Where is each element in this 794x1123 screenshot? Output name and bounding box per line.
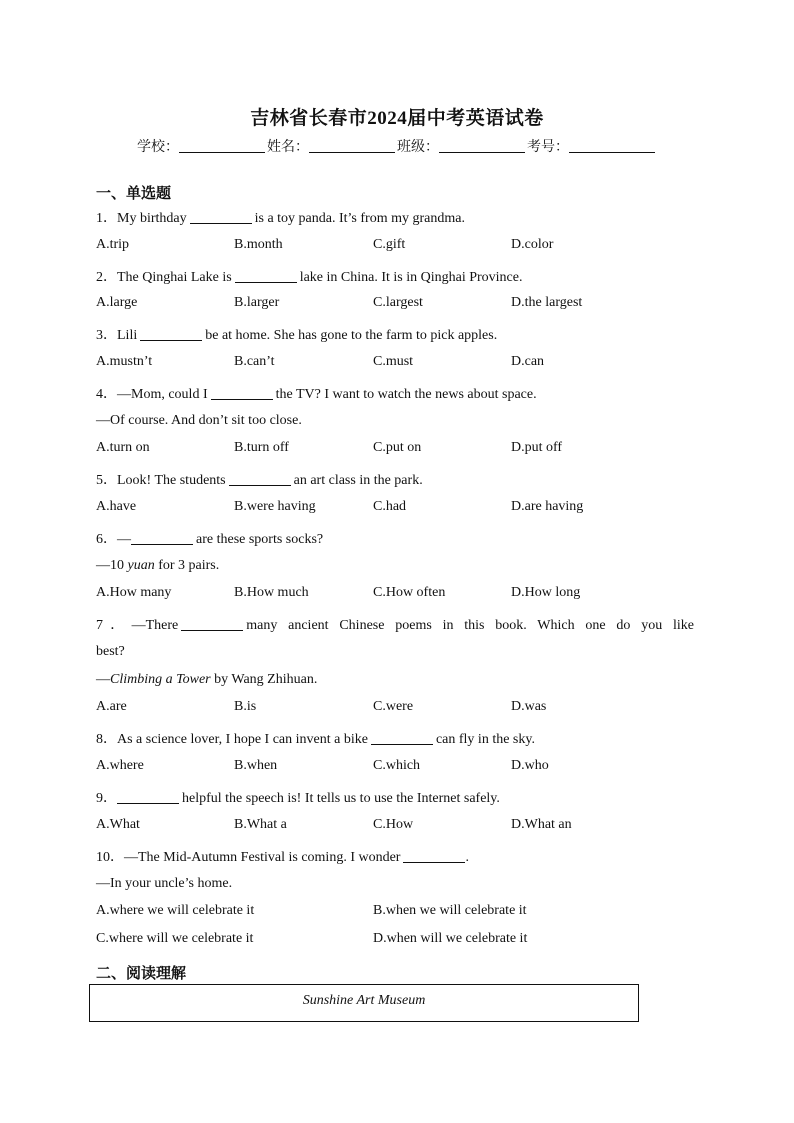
option-c: C.largest [373, 295, 423, 310]
question-text: 10．—The Mid-Autumn Festival is coming. I wonder [96, 850, 401, 865]
question-text: 5．Look! The students [96, 473, 226, 488]
option-a: A.where [96, 758, 144, 773]
question-text: helpful the speech is! It tells us to use the Internet safely. [182, 791, 500, 806]
option-c: C.How often [373, 585, 446, 600]
number-label: 考号： [527, 139, 569, 155]
option-a: A.are [96, 699, 127, 714]
response-italic: yuan [127, 558, 155, 573]
question-9 [96, 787, 500, 807]
response-italic: Climbing a Tower [110, 672, 211, 687]
option-c: C.gift [373, 237, 406, 252]
question-text: 4．—Mom, could I [96, 387, 208, 402]
question-4-response: —Of course. And don’t sit too close. [96, 413, 302, 428]
number-blank[interactable] [569, 138, 655, 153]
answer-blank [140, 327, 202, 341]
answer-blank [403, 849, 465, 863]
option-c: C.which [373, 758, 421, 773]
option-c: C.put on [373, 440, 422, 455]
question-5 [96, 469, 423, 489]
school-label: 学校： [137, 139, 179, 155]
question-text: be at home. She has gone to the farm to pick apples. [205, 328, 498, 343]
student-info-row [0, 136, 794, 156]
option-d: D.are having [511, 499, 584, 514]
question-2 [96, 266, 522, 286]
answer-blank [181, 617, 243, 631]
option-a: A.trip [96, 237, 130, 252]
option-d: D.color [511, 237, 554, 252]
option-d: D.the largest [511, 295, 583, 310]
question-text: 7．—There [96, 618, 179, 633]
name-label: 姓名： [267, 139, 309, 155]
question-text: 3．Lili [96, 328, 138, 343]
question-text: 1．My birthday [96, 211, 187, 226]
option-d: D.put off [511, 440, 563, 455]
option-b: B.can’t [234, 354, 275, 369]
question-10-response: —In your uncle’s home. [96, 876, 233, 891]
response-text: for 3 pairs. [154, 558, 220, 573]
option-b: B.were having [234, 499, 316, 514]
question-7-response [96, 672, 317, 688]
answer-blank [117, 790, 179, 804]
response-text: by Wang Zhihuan. [210, 672, 318, 687]
question-8 [96, 728, 535, 748]
section-heading-single-choice: 一、单选题 [96, 184, 172, 202]
question-1 [96, 207, 465, 227]
section-heading-reading: 二、阅读理解 [96, 964, 187, 982]
option-b: B.when we will celebrate it [373, 903, 527, 918]
question-text: 8．As a science lover, I hope I can invent a bike [96, 732, 368, 747]
answer-blank [371, 731, 433, 745]
question-text: 6．— [96, 532, 131, 547]
exam-title: 吉林省长春市2024届中考英语试卷 [250, 108, 544, 129]
question-text: an art class in the park. [293, 473, 423, 488]
question-text: many ancient Chinese poems in this book. Which one do you like [246, 618, 694, 633]
option-c: C.How [373, 817, 414, 832]
class-blank[interactable] [439, 138, 525, 153]
question-text: are these sports socks? [196, 532, 324, 547]
option-d: D.What an [511, 817, 572, 832]
question-text: the TV? I want to watch the news about space. [275, 387, 537, 402]
option-b: B.turn off [234, 440, 289, 455]
answer-blank [131, 531, 193, 545]
question-text: lake in China. It is in Qinghai Province. [299, 270, 523, 285]
answer-blank [190, 210, 252, 224]
option-c: C.where will we celebrate it [96, 931, 254, 946]
option-c: C.had [373, 499, 407, 514]
option-d: D.when will we celebrate it [373, 931, 528, 946]
question-3 [96, 324, 497, 344]
option-b: B.larger [234, 295, 280, 310]
question-text: can fly in the sky. [435, 732, 535, 747]
option-a: A.turn on [96, 440, 150, 455]
passage-title: Sunshine Art Museum [302, 993, 426, 1008]
option-d: D.can [511, 354, 545, 369]
option-b: B.when [234, 758, 278, 773]
answer-blank [229, 472, 291, 486]
option-d: D.was [511, 699, 547, 714]
option-b: B.What a [234, 817, 287, 832]
option-b: B.month [234, 237, 283, 252]
school-blank[interactable] [179, 138, 265, 153]
option-a: A.How many [96, 585, 172, 600]
question-6-response [96, 558, 219, 574]
question-text: is a toy panda. It’s from my grandma. [254, 211, 465, 226]
reading-passage-box [89, 984, 639, 1022]
question-text: 2．The Qinghai Lake is [96, 270, 232, 285]
question-4 [96, 383, 537, 403]
option-a: A.where we will celebrate it [96, 903, 255, 918]
question-text: . [465, 850, 469, 865]
response-text: — [96, 672, 110, 687]
question-7-continued: best? [96, 644, 125, 659]
class-label: 班级： [397, 139, 439, 155]
option-a: A.large [96, 295, 138, 310]
option-b: B.How much [234, 585, 309, 600]
option-d: D.How long [511, 585, 581, 600]
question-text: 9． [96, 791, 117, 806]
response-text: —10 [96, 558, 128, 573]
answer-blank [211, 386, 273, 400]
name-blank[interactable] [309, 138, 395, 153]
question-6 [96, 528, 323, 548]
option-a: A.mustn’t [96, 354, 153, 369]
option-a: A.have [96, 499, 137, 514]
answer-blank [235, 269, 297, 283]
option-c: C.must [373, 354, 414, 369]
option-d: D.who [511, 758, 549, 773]
option-b: B.is [234, 699, 257, 714]
question-7 [96, 614, 694, 634]
option-a: A.What [96, 817, 140, 832]
option-c: C.were [373, 699, 414, 714]
question-10 [96, 846, 469, 866]
